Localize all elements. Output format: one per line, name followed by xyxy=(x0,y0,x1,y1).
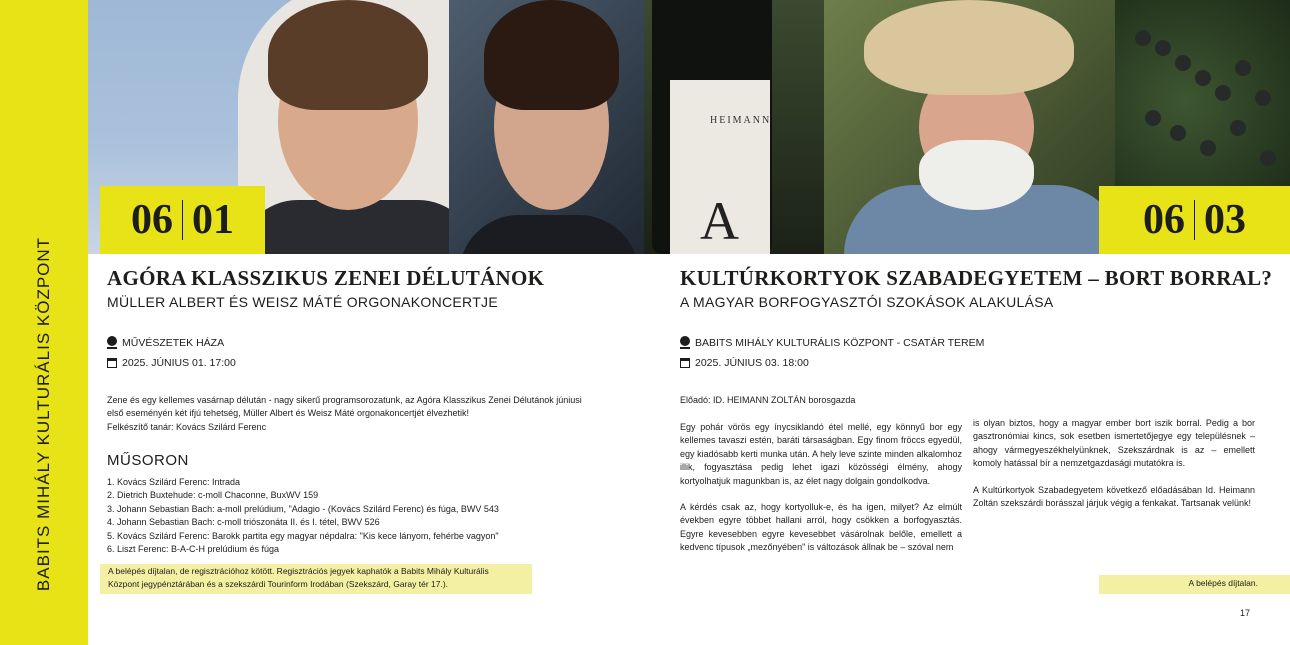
event1-description xyxy=(107,394,627,434)
event2-paragraph: A Kultúrkortyok Szabadegyetem következő előadásában Id. Heimann Zoltán szekszárdi borásszal járjuk végig a fenkakat. Tartsanak velünk! xyxy=(973,484,1255,509)
event2-paragraph: Egy pohár vörös egy ínycsiklandó étel mellé, egy könnyű bor egy kellemes tavaszi estén, baráti társaságban. Egy finom fröccs egyedül, egy kiadósabb kerti munka után. A hely leve szinte minden alkalomhoz illik, fogyasztása pedig lehet igazi közösségi élmény, ahogy kortyolhatjuk magunkban is, az élet nagy dolgain gondolkodva. xyxy=(680,422,962,486)
calendar-icon xyxy=(107,358,117,368)
event2-text-column-1 xyxy=(680,421,962,555)
event1-note-line: Központ jegypénztárában és a szekszárdi Tourinform Irodában (Szekszárd, Garay tér 17.). xyxy=(108,579,449,589)
event2-date-day: 03 xyxy=(1204,197,1246,243)
program-item: 4. Johann Sebastian Bach: c-moll triószonáta II. és I. tétel, BWV 526 xyxy=(107,517,380,528)
calendar-icon xyxy=(680,358,690,368)
event2-admission-note: A belépés díjtalan. xyxy=(1099,575,1290,594)
program-item: 2. Dietrich Buxtehude: c-moll Chaconne, BuxWV 159 xyxy=(107,490,319,501)
event2-datetime-text: 2025. JÚNIUS 03. 18:00 xyxy=(695,357,809,369)
event2-datetime xyxy=(680,357,809,369)
bottle-label-text: HEIMANN xyxy=(710,115,772,126)
photo-wine-bottle xyxy=(644,0,824,254)
event2-title: KULTÚRKORTYOK SZABADEGYETEM – BORT BORRAL? xyxy=(680,266,1273,290)
event2-paragraph: is olyan biztos, hogy a magyar ember bort iszik borral. Pedig a bor gasztronómiai kincs, sok esetben ismertetőjegye egy településnek – ahogy vármegyeszékhelyünknek, Szekszárdnak is az – emellett komoly hatással bír a nemzetgazdasági mutatókra is. xyxy=(973,418,1255,469)
event2-subtitle: A MAGYAR BORFOGYASZTÓI SZOKÁSOK ALAKULÁSA xyxy=(680,294,1054,310)
event2-location xyxy=(680,336,984,349)
sidebar xyxy=(0,0,88,645)
event1-date-badge xyxy=(100,186,265,254)
event1-datetime xyxy=(107,357,236,369)
event1-description-line: első eseményén két ifjú tehetség, Müller Albert és Weisz Máté orgonakoncertjét élvezhetik! xyxy=(107,408,470,419)
event1-note-line: A belépés díjtalan, de regisztrációhoz kötött. Regisztrációs jegyek kaphatók a Babits Mihály Kulturális xyxy=(108,566,489,576)
event1-admission-note xyxy=(100,564,532,594)
event1-datetime-text: 2025. JÚNIUS 01. 17:00 xyxy=(122,357,236,369)
event2-text-column-2 xyxy=(973,417,1255,510)
program-heading: MŰSORON xyxy=(107,452,189,469)
event2-date-month: 06 xyxy=(1143,197,1185,243)
event2-location-text: BABITS MIHÁLY KULTURÁLIS KÖZPONT - CSATÁR TEREM xyxy=(695,336,985,349)
event1-subtitle: MÜLLER ALBERT ÉS WEISZ MÁTÉ ORGONAKONCERTJE xyxy=(107,294,498,310)
program-item: 6. Liszt Ferenc: B-A-C-H prelúdium és fúga xyxy=(107,544,280,555)
program-item: 1. Kovács Szilárd Ferenc: Intrada xyxy=(107,477,241,487)
event2-paragraph: A kérdés csak az, hogy kortyolluk-e, és ha igen, milyet? Az elmúlt években egyre többet hallani arról, hogy csökken a borfogyasztás. Egyre kevesebben egyre kevesebbet vásárolnak belőle, emellett a kedvenc típusok „mezőnyében" is változások állnak be – szóval nem xyxy=(680,502,962,553)
event1-location-text: MŰVÉSZETEK HÁZA xyxy=(122,336,225,349)
event1-description-line: Zene és egy kellemes vasárnap délután - nagy sikerű programsorozatunk, az Agóra Klasszikus Zenei Délutánok júniusi xyxy=(107,395,582,405)
photo-weisz-mate xyxy=(449,0,644,254)
event1-title: AGÓRA KLASSZIKUS ZENEI DÉLUTÁNOK xyxy=(107,266,545,290)
event2-date-badge xyxy=(1099,186,1290,254)
event1-date-day: 01 xyxy=(192,197,234,243)
page-number: 17 xyxy=(1240,608,1251,618)
event1-location xyxy=(107,336,224,349)
event1-description-line: Felkészítő tanár: Kovács Szilárd Ferenc xyxy=(107,421,267,432)
program-item: 5. Kovács Szilárd Ferenc: Barokk partita egy magyar népdalra: "Kis kece lányom, fehérbe vagyon" xyxy=(107,530,499,541)
program-item: 3. Johann Sebastian Bach: a-moll prelúdium, "Adagio - (Kovács Szilárd Ferenc) és fúga, BWV 543 xyxy=(107,503,499,514)
event1-date-month: 06 xyxy=(131,197,173,243)
bottle-label-letter: A xyxy=(700,191,739,251)
sidebar-title: BABITS MIHÁLY KULTURÁLIS KÖZPONT xyxy=(34,236,53,592)
event2-speaker: Előadó: ID. HEIMANN ZOLTÁN borosgazda xyxy=(680,395,856,405)
photo-heimann-zoltan xyxy=(824,0,1115,254)
program-list xyxy=(107,476,547,556)
location-pin-icon xyxy=(107,336,117,349)
location-pin-icon xyxy=(680,336,690,349)
